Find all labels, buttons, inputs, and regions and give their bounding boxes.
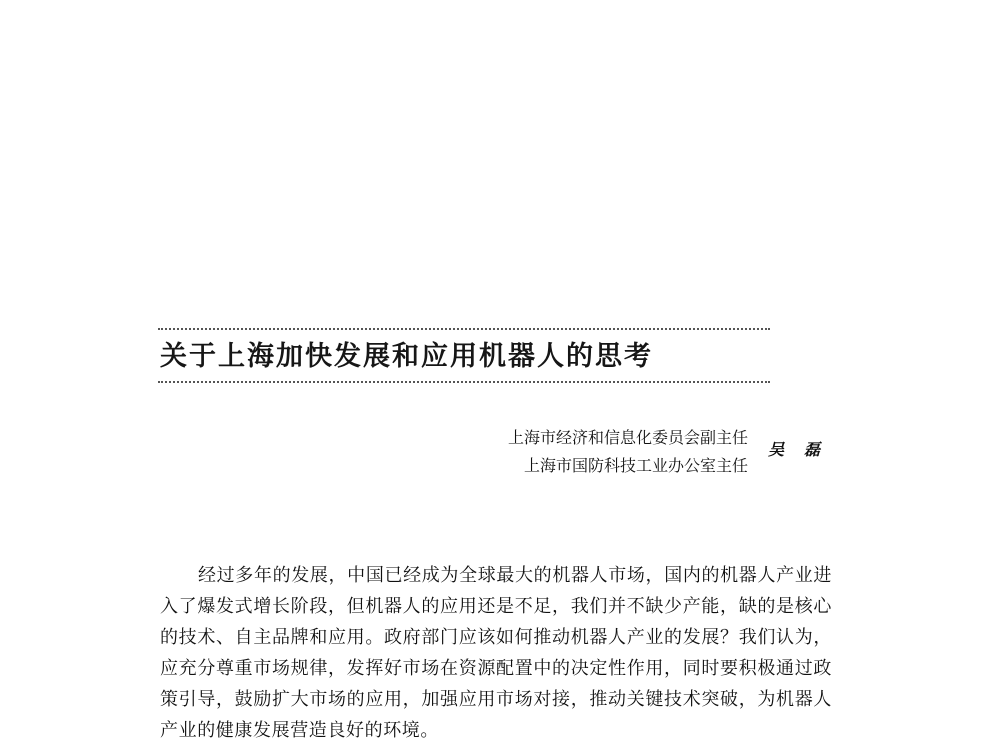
author-name: 吴磊 <box>767 440 840 459</box>
title-top-rule <box>158 328 770 330</box>
body-paragraph: 经过多年的发展，中国已经成为全球最大的机器人市场，国内的机器人产业进入了爆发式增长阶段，但机器人的应用还是不足，我们并不缺少产能，缺的是核心的技术、自主品牌和应用。政府部门应该如何推动机器人产业的发展？我们认为，应充分尊重市场规律，发挥好市场在资源配置中的决定性作用，同时要积极通过政策引导，鼓励扩大市场的应用，加强应用市场对接，推动关键技术突破，为机器人产业的健康发展营造良好的环境。 <box>160 565 832 741</box>
title-bottom-rule <box>158 381 770 383</box>
author-affiliation-2: 上海市国防科技工业办公室主任 <box>523 456 748 475</box>
article-title: 关于上海加快发展和应用机器人的思考 <box>160 341 653 372</box>
author-affiliation-1: 上海市经济和信息化委员会副主任 <box>507 428 748 447</box>
author-byline <box>460 424 840 484</box>
